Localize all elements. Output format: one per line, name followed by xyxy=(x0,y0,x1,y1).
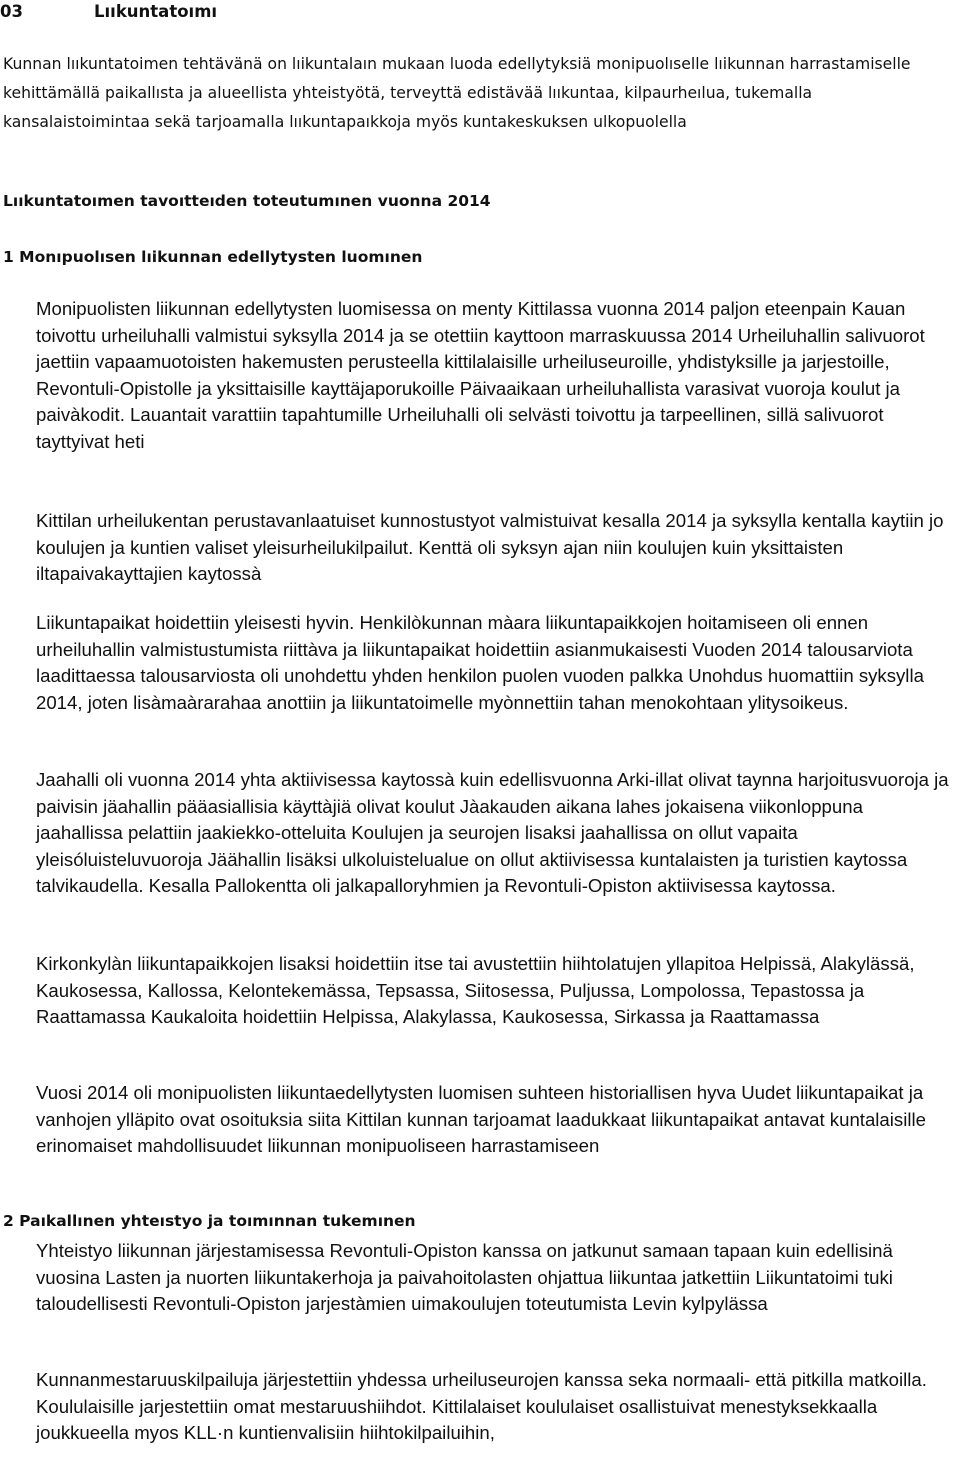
intro-paragraph: Kunnan lııkuntatoimen tehtävänä on lıikuntalaın mukaan luoda edellytyksiä monipuolısellе lıikunnan harrastamiselle kehittämällä paikallısta ja alueellista yhteistyötä, terveyttä edistävää lııkuntaa, kilpaurheılua, tukemalla kansalaistoimintaa sekä tarjoamalla lııkuntapaıkkoja myös kuntakeskuksen ulkopuolella xyxy=(3,55,911,131)
section-number: 03 xyxy=(0,2,23,21)
item2-paragraph: Yhteistyo liikunnan järjestamisessa Revontuli-Opiston kanssa on jatkunut samaan tapaan kuin edellisinä vuosina Lasten ja nuorten liikuntakerhoja ja paivahoitolasten ohjattua liikuntaa jatkettiin Liikuntatoimi tuki taloudellisesti Revontuli-Opiston jarjestàmien uimakoulujen toteutumista Levin kylpylässa xyxy=(36,1240,893,1314)
item1-paragraph: Monipuolisten liikunnan edellytysten luomisessa on menty Kittilassa vuonna 2014 paljon eteenpain Kauan toivottu urheiluhalli valmistui syksylla 2014 ja se otettiin kayttoon marraskuussa 2014 Urheiluhallin salivuorot jaettiin vapaamuotoisten hakemusten perusteella kittilalaisille urheiluseuroille, yhdistyksille ja jarjestoille, Revontuli-Opistolle ja yksittaisille kayttäjaporukoille Päivaaikaan urheiluhallista varasivat vuoroja koulut ja paivàkodit. Lauantait varattiin tapahtumille Urheiluhalli oli selvästi toivottu ja tarpeellinen, sillä salivuorot tayttyivat heti xyxy=(36,298,925,452)
section-header xyxy=(0,2,217,21)
goals-heading: Lııkuntatoımen tavoıtteıden toteutumınen vuonna 2014 xyxy=(3,192,491,210)
item1-paragraph: Kittilan urheilukentan perustavanlaatuiset kunnostustyot valmistuivat kesalla 2014 ja syksylla kentalla kaytiin jo koulujen ja kuntien valiset yleisurheilukilpailut. Kenttä oli syksyn ajan niin koulujen kuin yksittaisten iltapaivakayttajien kaytossà xyxy=(36,510,944,584)
item1-paragraph: Liikuntapaikat hoidettiin yleisesti hyvin. Henkilòkunnan màara liikuntapaikkojen hoitamiseen oli ennen urheiluhallin valmistustumista riittàva ja liikuntapaikat hoidettiin asianmukaisesti Vuoden 2014 talousarviota laadittaessa talousarviosta oli unohdettu yhden henkilon puolen vuoden palkka Unohdus huomattiin syksylla 2014, joten lisàmaàrarahaa anottiin ja liikuntatoimelle myònnettiin tahan menokohtaan ylitysoikeus. xyxy=(36,612,924,713)
item2-paragraph: Kunnanmestaruuskilpailuja järjestettiin yhdessa urheiluseurojen kanssa seka normaali- että pitkilla matkoilla. Koululaisille jarjestettiin omat mestaruushiihdot. Kittilalaiset koululaiset osallistuivat menestyksekkaalla joukkueella myos KLL·n kuntienvalisiin hiihtokilpailuihin, xyxy=(36,1369,927,1443)
item1-paragraph: Kirkonkylàn liikuntapaikkojen lisaksi hoidettiin itse tai avustettiin hiihtolatujen yllapitoa Helpissä, Alakylässä, Kaukosessa, Kallossa, Kelontekemässa, Tepsassa, Siitosessa, Puljussa, Lompolossa, Tepastossa ja Raattamassa Kaukaloita hoidettiin Helpissa, Alakylassa, Kaukosessa, Sirkassa ja Raattamassa xyxy=(36,953,915,1027)
item1-paragraph: Jaahalli oli vuonna 2014 yhta aktiivisessa kaytossà kuin edellisvuonna Arki-illat olivat taynna harjoitusvuoroja ja paivisin jäahallin pääasiallisia käyttàjiä olivat koulut Jàakauden aikana lahes jokaisena viikonloppuna jaahallissa pelattiin jaakiekko-otteluita Koulujen ja seurojen lisaksi jaahallissa on ollut vapaita yleisóluisteluvuoroja Jäähallin lisäksi ulkoluistelualue on ollut aktiivisessa kuntalaisten ja turistien kaytossa talvikaudella. Kesalla Pallokentta oli jalkapalloryhmien ja Revontuli-Opiston aktiivisessa kaytossa. xyxy=(36,769,949,896)
item2-heading: 2 Paıkallınen yhteıstyo ja toımınnan tukemınen xyxy=(3,1212,416,1230)
section-title: Lııkuntatoımı xyxy=(94,2,218,21)
item1-paragraph: Vuosi 2014 oli monipuolisten liikuntaedellytysten luomisen suhteen historiallisen hyva Uudet liikuntapaikat ja vanhojen ylläpito ovat osoituksia siita Kittilan kunnan tarjoamat laadukkaat liikuntapaikat antavat kuntalaisille erinomaiset mahdollisuudet liikunnan monipuoliseen harrastamiseen xyxy=(36,1082,926,1156)
item1-heading: 1 Monıpuolısen lıikunnan edellytysten luomınen xyxy=(3,248,423,266)
